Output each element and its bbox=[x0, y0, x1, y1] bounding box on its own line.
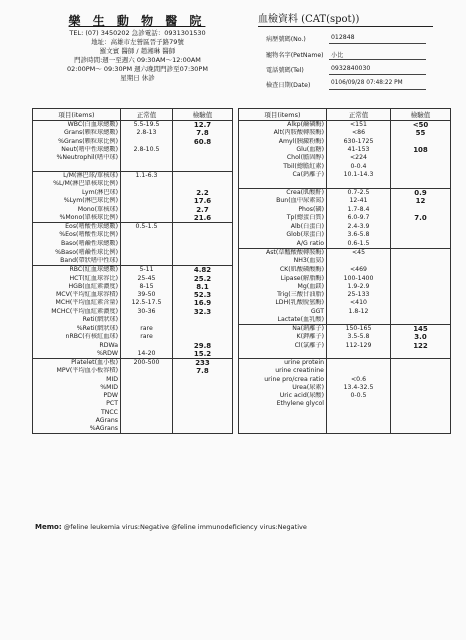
result-value bbox=[173, 154, 233, 162]
item-name: %RDW bbox=[33, 350, 121, 359]
normal-range bbox=[327, 417, 391, 425]
item-name: Lactate(血乳酸) bbox=[239, 316, 327, 325]
result-value: 7.0 bbox=[391, 214, 451, 223]
field-value: 012848 bbox=[329, 34, 426, 44]
field-label: 病歷號碼(No.) bbox=[266, 36, 306, 43]
item-name: Trig(三酸甘油脂) bbox=[239, 291, 327, 299]
normal-range: <151 bbox=[327, 121, 391, 130]
normal-range: 10.1-14.3 bbox=[327, 171, 391, 180]
result-value bbox=[391, 266, 451, 275]
normal-range: <86 bbox=[327, 129, 391, 137]
result-value bbox=[173, 231, 233, 239]
item-name: urine protein bbox=[239, 359, 327, 368]
item-name: Ca(鈣離子) bbox=[239, 171, 327, 180]
table-row bbox=[33, 266, 451, 275]
result-value bbox=[391, 154, 451, 162]
item-name: PCT bbox=[33, 400, 121, 408]
table-row bbox=[33, 384, 451, 392]
table-row bbox=[33, 197, 451, 205]
field-value: 0932840030 bbox=[329, 65, 426, 75]
normal-range bbox=[121, 138, 173, 146]
normal-range: 150-165 bbox=[327, 325, 391, 334]
normal-range bbox=[327, 409, 391, 417]
result-value bbox=[391, 392, 451, 400]
result-value bbox=[173, 223, 233, 232]
item-name: Band(帶狀嗜中性球) bbox=[33, 257, 121, 266]
normal-range bbox=[121, 367, 173, 375]
result-value bbox=[391, 350, 451, 359]
table-row bbox=[33, 299, 451, 307]
result-value: 145 bbox=[391, 325, 451, 334]
item-name: Mono(單核球) bbox=[33, 206, 121, 214]
normal-range bbox=[327, 400, 391, 408]
normal-range: rare bbox=[121, 325, 173, 334]
result-value bbox=[173, 425, 233, 434]
item-name: %Eos(嗜酸性球比例) bbox=[33, 231, 121, 239]
table-row bbox=[33, 138, 451, 146]
normal-range: 3.5-5.8 bbox=[327, 333, 391, 341]
header-normal: 正常值 bbox=[327, 109, 391, 121]
result-value bbox=[391, 180, 451, 189]
table-row bbox=[33, 154, 451, 162]
item-name: %Grans(顆粒球比例) bbox=[33, 138, 121, 146]
normal-range: 0-0.5 bbox=[327, 392, 391, 400]
item-name: %Reti(網狀球) bbox=[33, 325, 121, 334]
normal-range: <469 bbox=[327, 266, 391, 275]
table-row bbox=[33, 257, 451, 266]
result-value: 29.8 bbox=[173, 342, 233, 350]
table-row bbox=[33, 425, 451, 434]
hospital-phone: TEL: (07) 3450202 急診電話：0931301530 bbox=[69, 29, 206, 37]
normal-range: 2.8-13 bbox=[121, 129, 173, 137]
item-name: LDH(乳酸脫氫酶) bbox=[239, 299, 327, 307]
hospital-name: 樂 生 動 物 醫 院 bbox=[68, 14, 206, 28]
header-value: 檢驗值 bbox=[391, 109, 451, 121]
table-row bbox=[33, 376, 451, 384]
item-name bbox=[239, 425, 327, 434]
table-row bbox=[33, 189, 451, 198]
normal-range bbox=[121, 257, 173, 266]
result-value bbox=[173, 417, 233, 425]
result-value: 2.7 bbox=[173, 206, 233, 214]
table-row bbox=[33, 231, 451, 239]
field-label: 寵物名字(PetName) bbox=[266, 52, 324, 59]
result-value bbox=[391, 400, 451, 408]
item-name: PDW bbox=[33, 392, 121, 400]
result-value bbox=[391, 425, 451, 434]
result-value bbox=[173, 146, 233, 154]
normal-range bbox=[121, 376, 173, 384]
lab-results-table bbox=[32, 108, 451, 434]
result-value: 60.8 bbox=[173, 138, 233, 146]
table-row bbox=[33, 392, 451, 400]
normal-range bbox=[327, 350, 391, 359]
normal-range: 1.9-2.9 bbox=[327, 283, 391, 291]
item-name: urine creatinine bbox=[239, 367, 327, 375]
item-name: Glu(血糖) bbox=[239, 146, 327, 154]
result-value bbox=[391, 283, 451, 291]
result-value: 12.7 bbox=[173, 121, 233, 130]
normal-range: 0.7-2.5 bbox=[327, 189, 391, 198]
result-value bbox=[391, 359, 451, 368]
result-value: 21.6 bbox=[173, 214, 233, 223]
item-name: Baso(嗜鹼性球總數) bbox=[33, 240, 121, 249]
normal-range bbox=[121, 384, 173, 392]
item-name: %Mono(單核球比例) bbox=[33, 214, 121, 223]
item-name: MCV(平均紅血球容積) bbox=[33, 291, 121, 299]
item-name: WBC(白血球總數) bbox=[33, 121, 121, 130]
result-value bbox=[173, 325, 233, 334]
result-value bbox=[173, 240, 233, 249]
table-row bbox=[33, 121, 451, 130]
table-row bbox=[33, 291, 451, 299]
result-value: 7.8 bbox=[173, 367, 233, 375]
normal-range bbox=[121, 417, 173, 425]
normal-range: <224 bbox=[327, 154, 391, 162]
normal-range: 100-1400 bbox=[327, 275, 391, 283]
normal-range: 2.8-10.5 bbox=[121, 146, 173, 154]
normal-range bbox=[121, 392, 173, 400]
result-value: 17.6 bbox=[173, 197, 233, 205]
normal-range bbox=[121, 162, 173, 171]
result-value bbox=[173, 392, 233, 400]
item-name: HGB(血紅素濃度) bbox=[33, 283, 121, 291]
record-field-petname bbox=[266, 50, 436, 60]
table-row bbox=[33, 417, 451, 425]
item-name bbox=[239, 180, 327, 189]
item-name: Neut(嗜中性球總數) bbox=[33, 146, 121, 154]
item-name: Lym(淋巴球) bbox=[33, 189, 121, 198]
normal-range bbox=[327, 316, 391, 325]
table-row bbox=[33, 359, 451, 368]
normal-range: 8-15 bbox=[121, 283, 173, 291]
item-name: Reti(網狀球) bbox=[33, 316, 121, 325]
normal-range bbox=[121, 240, 173, 249]
normal-range bbox=[327, 359, 391, 368]
normal-range: 1.1-6.3 bbox=[121, 171, 173, 180]
normal-range: 12.5-17.5 bbox=[121, 299, 173, 307]
normal-range: 25-45 bbox=[121, 275, 173, 283]
normal-range bbox=[121, 231, 173, 239]
item-name: Glob(球蛋白) bbox=[239, 231, 327, 239]
item-name: MID bbox=[33, 376, 121, 384]
result-value bbox=[391, 376, 451, 384]
field-value: 小比 bbox=[329, 50, 426, 60]
hospital-closed-day: 星期日 休診 bbox=[120, 74, 155, 82]
item-name: %AGrans bbox=[33, 425, 121, 434]
normal-range bbox=[121, 400, 173, 408]
result-value: 16.9 bbox=[173, 299, 233, 307]
normal-range: 0.5-1.5 bbox=[121, 223, 173, 232]
normal-range: 12-41 bbox=[327, 197, 391, 205]
normal-range: 5-11 bbox=[121, 266, 173, 275]
item-name: HCT(紅血球容比) bbox=[33, 275, 121, 283]
normal-range: 13.4-32.5 bbox=[327, 384, 391, 392]
item-name: Na(鈉離子) bbox=[239, 325, 327, 334]
record-field-no bbox=[266, 34, 436, 44]
table-row bbox=[33, 325, 451, 334]
item-name: A/G ratio bbox=[239, 240, 327, 249]
item-name: CK(肌酸磷酸酶) bbox=[239, 266, 327, 275]
normal-range: <410 bbox=[327, 299, 391, 307]
item-name: TNCC bbox=[33, 409, 121, 417]
memo bbox=[35, 523, 307, 531]
table-row bbox=[33, 316, 451, 325]
normal-range: 14-20 bbox=[121, 350, 173, 359]
header-item: 項目(items) bbox=[239, 109, 327, 121]
result-value: 122 bbox=[391, 342, 451, 350]
result-value: 108 bbox=[391, 146, 451, 154]
item-name: MCHC(平均血紅素濃度) bbox=[33, 308, 121, 316]
header-value: 檢驗值 bbox=[173, 109, 233, 121]
item-name: K(鉀離子) bbox=[239, 333, 327, 341]
item-name: urine pro/crea ratio bbox=[239, 376, 327, 384]
normal-range bbox=[327, 257, 391, 266]
memo-text: @feline leukemia virus:Negative @feline immunodeficiency virus:Negative bbox=[63, 523, 307, 531]
table-row bbox=[33, 129, 451, 137]
result-value bbox=[391, 138, 451, 146]
result-value: 3.0 bbox=[391, 333, 451, 341]
normal-range bbox=[121, 342, 173, 350]
record-field-tel bbox=[266, 65, 436, 75]
result-value bbox=[391, 257, 451, 266]
result-value bbox=[173, 248, 233, 257]
table-row bbox=[33, 275, 451, 283]
item-name: Bun(血中尿素氮) bbox=[239, 197, 327, 205]
item-name: Ast(草醯酸酸轉胺酶) bbox=[239, 248, 327, 257]
normal-range: <0.6 bbox=[327, 376, 391, 384]
table-row bbox=[33, 350, 451, 359]
normal-range: 1.8-12 bbox=[327, 308, 391, 316]
table-row bbox=[33, 342, 451, 350]
result-value: 8.1 bbox=[173, 283, 233, 291]
item-name: Eos(嗜酸性球總數) bbox=[33, 223, 121, 232]
table-row bbox=[33, 283, 451, 291]
field-value: 0106/09/28 07:48:22 PM bbox=[329, 80, 426, 90]
item-name: Platelet(血小板) bbox=[33, 359, 121, 368]
item-name: Lipase(解脂酶) bbox=[239, 275, 327, 283]
item-name: NH3(血氨) bbox=[239, 257, 327, 266]
normal-range: 6.0-9.7 bbox=[327, 214, 391, 223]
hospital-doctors: 羅文賓 醫師 / 趙湘琳 醫師 bbox=[99, 47, 176, 55]
result-value bbox=[391, 384, 451, 392]
item-name: RDWa bbox=[33, 342, 121, 350]
result-value bbox=[391, 231, 451, 239]
result-value bbox=[391, 316, 451, 325]
table-row bbox=[33, 146, 451, 154]
normal-range: 0-0.4 bbox=[327, 162, 391, 171]
table-row bbox=[33, 248, 451, 257]
item-name bbox=[239, 409, 327, 417]
item-name: L/M(淋巴球/單核球) bbox=[33, 171, 121, 180]
item-name: Tp(總蛋白質) bbox=[239, 214, 327, 223]
item-name: Crea(肌酸酐) bbox=[239, 189, 327, 198]
normal-range bbox=[121, 248, 173, 257]
item-name: Amyl(胰澱粉酶) bbox=[239, 138, 327, 146]
table-row bbox=[33, 171, 451, 180]
table-row bbox=[33, 214, 451, 223]
result-value: <50 bbox=[391, 121, 451, 130]
table-row bbox=[33, 223, 451, 232]
normal-range bbox=[327, 367, 391, 375]
normal-range bbox=[121, 189, 173, 198]
item-name: %MID bbox=[33, 384, 121, 392]
result-value: 32.3 bbox=[173, 308, 233, 316]
result-value bbox=[391, 223, 451, 232]
result-value: 4.82 bbox=[173, 266, 233, 275]
table-row bbox=[33, 367, 451, 375]
item-name: Alkp(鹼磷酶) bbox=[239, 121, 327, 130]
normal-range bbox=[327, 180, 391, 189]
normal-range bbox=[121, 206, 173, 214]
normal-range bbox=[121, 197, 173, 205]
normal-range: 5.5-19.5 bbox=[121, 121, 173, 130]
result-value bbox=[391, 248, 451, 257]
result-value: 15.2 bbox=[173, 350, 233, 359]
item-name: %Baso(嗜鹼性球比例) bbox=[33, 248, 121, 257]
item-name: %Lym(淋巴球比例) bbox=[33, 197, 121, 205]
normal-range bbox=[121, 409, 173, 417]
item-name: GGT bbox=[239, 308, 327, 316]
normal-range bbox=[121, 180, 173, 189]
item-name: Chol(膽固醇) bbox=[239, 154, 327, 162]
item-name: Ethylene glycol bbox=[239, 400, 327, 408]
result-value bbox=[391, 299, 451, 307]
result-value bbox=[173, 171, 233, 180]
field-label: 電話號碼(Tel) bbox=[266, 67, 304, 74]
result-value bbox=[173, 376, 233, 384]
result-value bbox=[391, 308, 451, 316]
normal-range: 30-36 bbox=[121, 308, 173, 316]
result-value bbox=[391, 206, 451, 214]
normal-range bbox=[121, 214, 173, 223]
table-row bbox=[33, 162, 451, 171]
result-value bbox=[391, 417, 451, 425]
normal-range: 41-153 bbox=[327, 146, 391, 154]
normal-range: rare bbox=[121, 333, 173, 341]
result-value bbox=[173, 162, 233, 171]
normal-range: <45 bbox=[327, 248, 391, 257]
item-name: Grans(顆粒球總數) bbox=[33, 129, 121, 137]
result-value: 55 bbox=[391, 129, 451, 137]
item-name: MPV(平均血小板容積) bbox=[33, 367, 121, 375]
normal-range: 112-129 bbox=[327, 342, 391, 350]
normal-range bbox=[121, 154, 173, 162]
normal-range: 39-50 bbox=[121, 291, 173, 299]
item-name: MCH(平均血紅素含量) bbox=[33, 299, 121, 307]
field-label: 檢查日期(Date) bbox=[266, 82, 311, 89]
result-value bbox=[173, 180, 233, 189]
table-row bbox=[33, 206, 451, 214]
item-name: Alt(丙胺酸轉胺酶) bbox=[239, 129, 327, 137]
item-name: Mg(血鎂) bbox=[239, 283, 327, 291]
result-value: 233 bbox=[173, 359, 233, 368]
item-name: Uric acid(尿酸) bbox=[239, 392, 327, 400]
normal-range: 3.6-5.8 bbox=[327, 231, 391, 239]
item-name: nRBC(有核紅血球) bbox=[33, 333, 121, 341]
normal-range: 0.6-1.5 bbox=[327, 240, 391, 249]
normal-range: 1.7-8.4 bbox=[327, 206, 391, 214]
header-normal: 正常值 bbox=[121, 109, 173, 121]
normal-range: 25-133 bbox=[327, 291, 391, 299]
item-name: Tbil(總膽紅素) bbox=[239, 162, 327, 171]
memo-label: Memo: bbox=[35, 523, 62, 531]
normal-range bbox=[327, 425, 391, 434]
result-value bbox=[391, 275, 451, 283]
result-value: 0.9 bbox=[391, 189, 451, 198]
hospital-hours: 門診時間:週一至週六 09:30AM～12:00AM bbox=[74, 56, 201, 64]
result-value bbox=[391, 171, 451, 180]
result-value bbox=[391, 291, 451, 299]
item-name: Alb(白蛋白) bbox=[239, 223, 327, 232]
table-row bbox=[33, 409, 451, 417]
result-value bbox=[173, 384, 233, 392]
result-value: 12 bbox=[391, 197, 451, 205]
result-value bbox=[391, 240, 451, 249]
result-value bbox=[173, 409, 233, 417]
result-value bbox=[391, 409, 451, 417]
table-row bbox=[33, 180, 451, 189]
normal-range bbox=[121, 425, 173, 434]
normal-range: 630-1725 bbox=[327, 138, 391, 146]
item-name: %Neutrophil(嗜中球) bbox=[33, 154, 121, 162]
result-value bbox=[173, 400, 233, 408]
item-name bbox=[239, 417, 327, 425]
normal-range: 200-500 bbox=[121, 359, 173, 368]
result-value bbox=[173, 316, 233, 325]
item-name: Phos(磷) bbox=[239, 206, 327, 214]
normal-range: 2.4-3.9 bbox=[327, 223, 391, 232]
result-value bbox=[173, 333, 233, 341]
record-field-date bbox=[266, 80, 436, 90]
result-value bbox=[391, 162, 451, 171]
table-row bbox=[33, 308, 451, 316]
table-row bbox=[33, 400, 451, 408]
result-value: 25.2 bbox=[173, 275, 233, 283]
result-value bbox=[391, 367, 451, 375]
table-header-row bbox=[33, 109, 451, 121]
item-name: Cl(氯離子) bbox=[239, 342, 327, 350]
item-name bbox=[239, 350, 327, 359]
table-row bbox=[33, 240, 451, 249]
item-name: AGrans bbox=[33, 417, 121, 425]
result-value: 52.3 bbox=[173, 291, 233, 299]
hospital-hours-evening: 02:00PM～ 09:30PM 週六晚間門診至07:30PM bbox=[67, 65, 208, 73]
item-name bbox=[33, 162, 121, 171]
record-title: 血檢資料 (CAT(spot)) bbox=[258, 10, 433, 27]
item-name: RBC(紅血球總數) bbox=[33, 266, 121, 275]
result-value: 7.8 bbox=[173, 129, 233, 137]
normal-range bbox=[121, 316, 173, 325]
result-value: 2.2 bbox=[173, 189, 233, 198]
item-name: Urea(尿素) bbox=[239, 384, 327, 392]
result-value bbox=[173, 257, 233, 266]
hospital-address: 地址：高雄市左營區晉子路79號 bbox=[91, 38, 184, 46]
table-row bbox=[33, 333, 451, 341]
item-name: %L/M(淋巴單核球比例) bbox=[33, 180, 121, 189]
header-item: 項目(items) bbox=[33, 109, 121, 121]
